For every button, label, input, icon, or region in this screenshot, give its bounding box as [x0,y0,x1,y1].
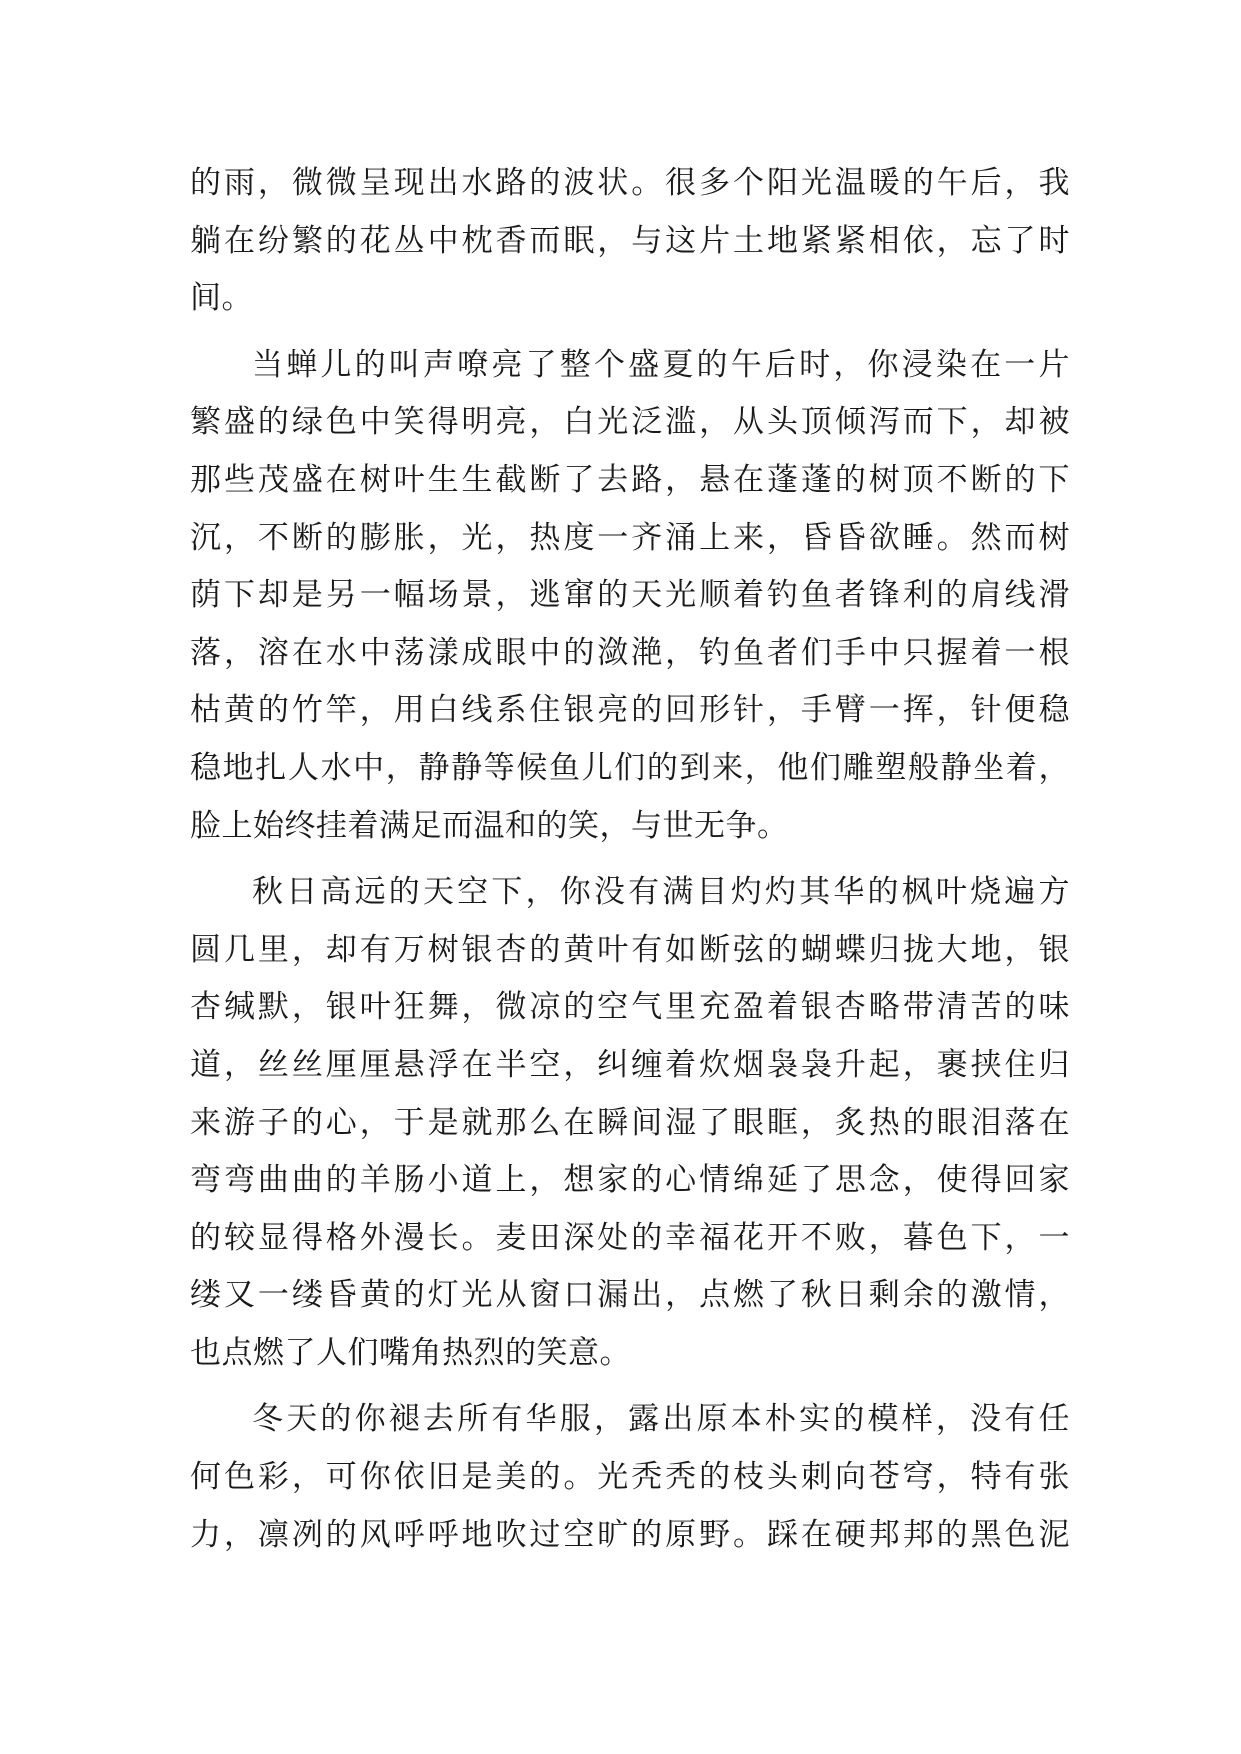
text-line: 弯弯曲曲的羊肠小道上，想家的心情绵延了思念，使得回家 [190,1162,1070,1199]
text-line: 躺在纷繁的花丛中枕香而眠，与这片土地紧紧相依，忘了时 [190,222,1070,259]
paragraph-1 [190,155,1070,328]
text-line: 枯黄的竹竿，用白线系住银亮的回形针，手臂一挥，针便稳 [190,692,1070,729]
text-line: 繁盛的绿色中笑得明亮，白光泛滥，从头顶倾泻而下，却被 [190,404,1070,441]
text-line: 间。 [190,280,253,317]
text-line: 的较显得格外漫长。麦田深处的幸福花开不败，暮色下，一 [190,1219,1070,1256]
text-line: 稳地扎人水中，静静等候鱼儿们的到来，他们雕塑般静坐着， [190,749,1070,786]
text-line: 缕又一缕昏黄的灯光从窗口漏出，点燃了秋日剩余的激情， [190,1277,1070,1314]
text-line: 落，溶在水中荡漾成眼中的潋滟，钓鱼者们手中只握着一根 [190,634,1070,671]
text-line: 当蝉儿的叫声嘹亮了整个盛夏的午后时，你浸染在一片 [252,346,1070,383]
text-line: 秋日高远的天空下，你没有满目灼灼其华的枫叶烧遍方 [252,874,1070,911]
text-line: 荫下却是另一幅场景，逃窜的天光顺着钓鱼者锋利的肩线滑 [190,577,1070,614]
text-line: 脸上始终挂着满足而温和的笑，与世无争。 [190,807,789,844]
text-line: 来游子的心，于是就那么在瞬间湿了眼眶，炙热的眼泪落在 [190,1104,1070,1141]
text-line: 道，丝丝厘厘悬浮在半空，纠缠着炊烟袅袅升起，裹挟住归 [190,1046,1070,1083]
text-line: 沉，不断的膨胀，光，热度一齐涌上来，昏昏欲睡。然而树 [190,519,1070,556]
paragraph-3 [190,864,1070,1382]
paragraph-4 [190,1391,1070,1564]
text-line: 冬天的你褪去所有华服，露出原本朴实的模样，没有任 [252,1401,1070,1438]
body-text [190,155,1070,1564]
text-line: 的雨，微微呈现出水路的波状。很多个阳光温暖的午后，我 [190,165,1070,201]
text-line: 杏缄默，银叶狂舞，微凉的空气里充盈着银杏略带清苦的味 [190,989,1070,1026]
text-line: 也点燃了人们嘴角热烈的笑意。 [190,1334,631,1371]
text-line: 何色彩，可你依旧是美的。光秃秃的枝头刺向苍穹，特有张 [190,1459,1070,1496]
text-line: 圆几里，却有万树银杏的黄叶有如断弦的蝴蝶归拢大地，银 [190,931,1070,968]
paragraph-2 [190,337,1070,855]
text-line: 力，凛冽的风呼呼地吹过空旷的原野。踩在硬邦邦的黑色泥 [190,1516,1070,1553]
text-line: 那些茂盛在树叶生生截断了去路，悬在蓬蓬的树顶不断的下 [190,461,1070,498]
